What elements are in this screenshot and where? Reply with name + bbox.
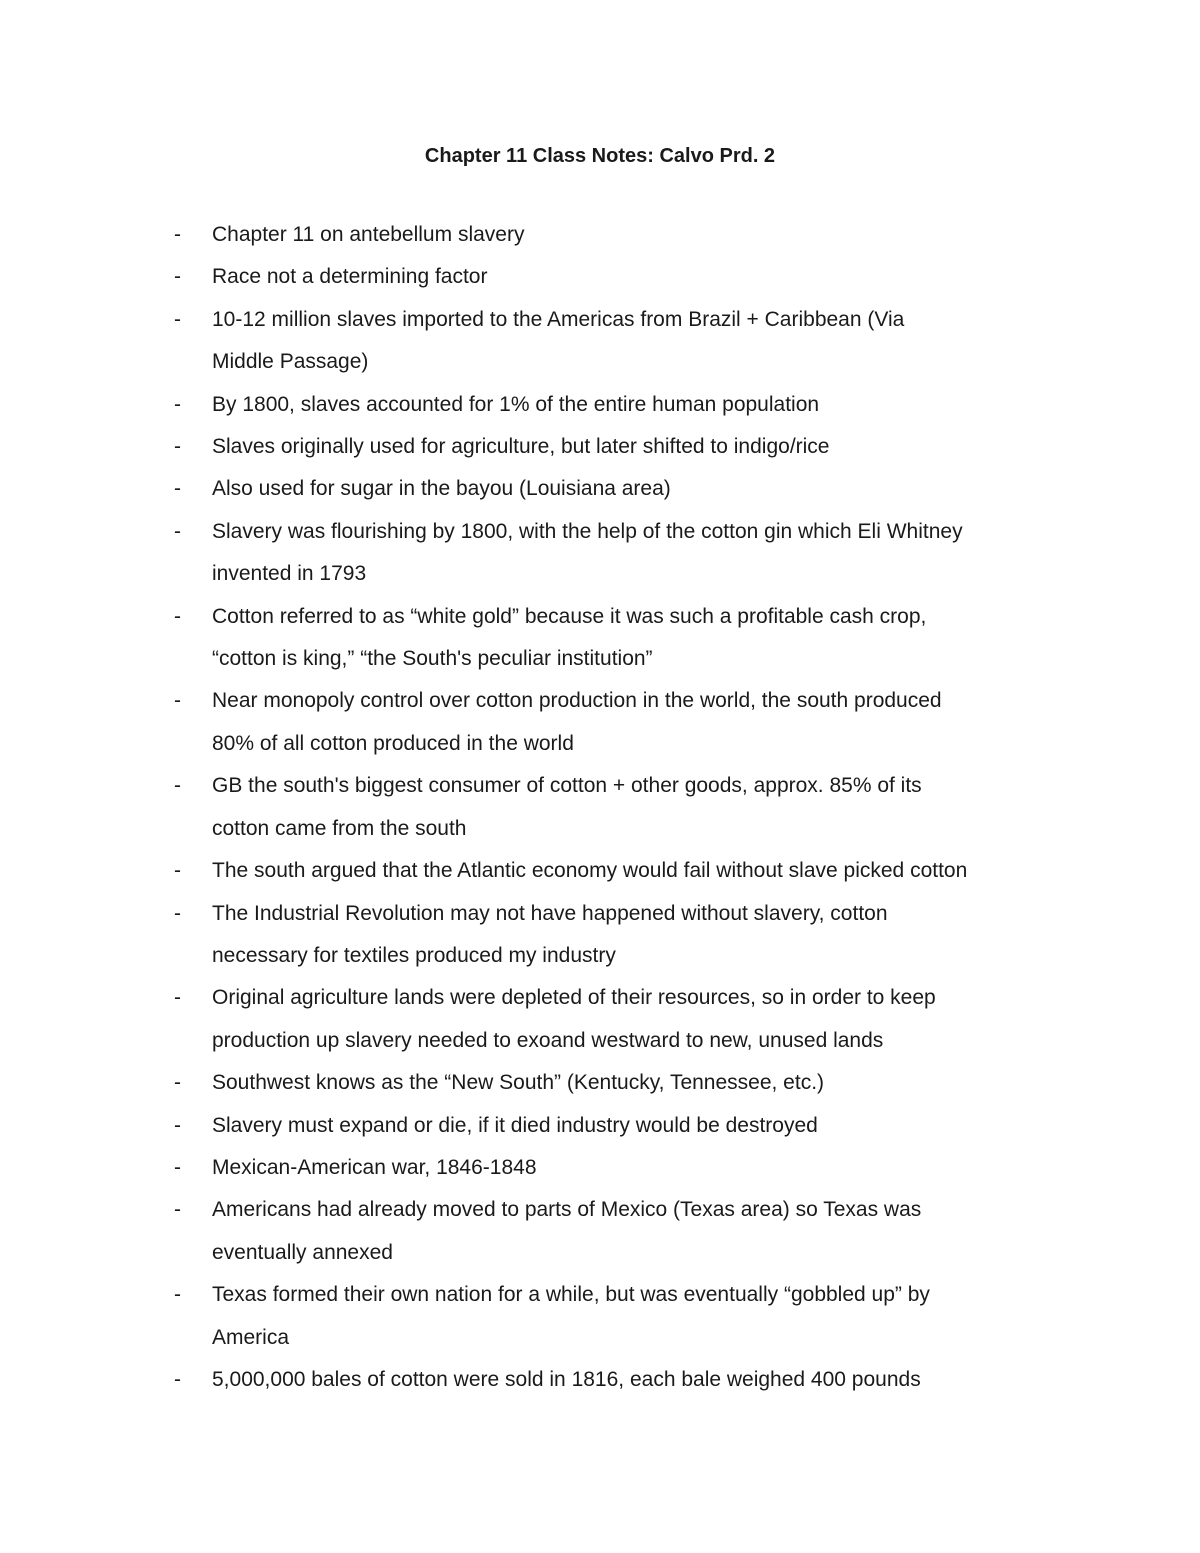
note-text-line: Also used for sugar in the bayou (Louisiana area) [212, 477, 671, 501]
note-text-line: 80% of all cotton produced in the world [212, 731, 574, 755]
bullet-dash: - [174, 307, 181, 331]
note-text-line: Slavery was flourishing by 1800, with the help of the cotton gin which Eli Whitney [212, 519, 963, 543]
notes-list [0, 214, 1200, 1401]
note-text-line: “cotton is king,” “the South's peculiar institution” [212, 647, 653, 671]
bullet-dash: - [174, 1283, 181, 1307]
bullet-dash: - [174, 604, 181, 628]
bullet-dash: - [174, 435, 181, 459]
list-item [0, 1274, 1200, 1359]
list-item [0, 511, 1200, 596]
note-text-line: America [212, 1325, 290, 1349]
bullet-dash: - [174, 986, 181, 1010]
list-item [0, 384, 1200, 426]
note-text-line: Chapter 11 on antebellum slavery [212, 223, 525, 246]
note-text-line: Slavery must expand or die, if it died industry would be destroyed [212, 1113, 818, 1137]
note-text-line: Race not a determining factor [212, 265, 488, 289]
note-text-line: Slaves originally used for agriculture, but later shifted to indigo/rice [212, 435, 830, 459]
bullet-dash: - [174, 265, 181, 289]
bullet-dash: - [174, 859, 181, 883]
bullet-dash: - [174, 223, 181, 246]
bullet-dash: - [174, 1071, 181, 1095]
bullet-dash: - [174, 901, 181, 925]
note-text-line: Mexican-American war, 1846-1848 [212, 1155, 537, 1179]
list-item [0, 977, 1200, 1062]
list-item [0, 850, 1200, 892]
list-item [0, 1062, 1200, 1104]
list-item [0, 426, 1200, 468]
bullet-dash: - [174, 392, 181, 416]
list-item [0, 468, 1200, 510]
note-text-line: GB the south's biggest consumer of cotton + other goods, approx. 85% of its [212, 774, 922, 798]
note-text-line: Cotton referred to as “white gold” because it was such a profitable cash crop, [212, 604, 927, 628]
note-text-line: Middle Passage) [212, 350, 369, 374]
bullet-dash: - [174, 774, 181, 798]
note-text-line: Americans had already moved to parts of Mexico (Texas area) so Texas was [212, 1198, 922, 1222]
list-item [0, 1105, 1200, 1147]
list-item [0, 1147, 1200, 1189]
list-item [0, 299, 1200, 384]
note-text-line: production up slavery needed to exoand westward to new, unused lands [212, 1028, 884, 1052]
note-text-line: By 1800, slaves accounted for 1% of the entire human population [212, 392, 820, 416]
note-text-line: Near monopoly control over cotton production in the world, the south produced [212, 689, 942, 713]
bullet-dash: - [174, 689, 181, 713]
list-item [0, 214, 1200, 256]
list-item [0, 765, 1200, 850]
bullet-dash: - [174, 1198, 181, 1222]
list-item [0, 1359, 1200, 1401]
page-title: Chapter 11 Class Notes: Calvo Prd. 2 [424, 145, 776, 167]
bullet-dash: - [174, 1155, 181, 1179]
note-text-line: The south argued that the Atlantic economy would fail without slave picked cotton [212, 859, 968, 883]
bullet-dash: - [174, 477, 181, 501]
bullet-dash: - [174, 519, 181, 543]
note-text-line: 10-12 million slaves imported to the Americas from Brazil + Caribbean (Via [212, 307, 905, 331]
list-item [0, 680, 1200, 765]
list-item [0, 1189, 1200, 1274]
note-text-line: 5,000,000 bales of cotton were sold in 1816, each bale weighed 400 pounds [212, 1367, 921, 1391]
note-text-line: Original agriculture lands were depleted of their resources, so in order to keep [212, 986, 936, 1010]
note-text-line: Texas formed their own nation for a while, but was eventually “gobbled up” by [212, 1283, 930, 1307]
note-text-line: The Industrial Revolution may not have happened without slavery, cotton [212, 901, 888, 925]
list-item [0, 893, 1200, 978]
note-text-line: eventually annexed [212, 1240, 393, 1264]
note-text-line: Southwest knows as the “New South” (Kentucky, Tennessee, etc.) [212, 1071, 825, 1095]
note-text-line: cotton came from the south [212, 816, 467, 840]
list-item [0, 596, 1200, 681]
note-text-line: invented in 1793 [212, 562, 367, 586]
list-item [0, 256, 1200, 298]
bullet-dash: - [174, 1113, 181, 1137]
note-text-line: necessary for textiles produced my industry [212, 943, 616, 967]
bullet-dash: - [174, 1367, 181, 1391]
